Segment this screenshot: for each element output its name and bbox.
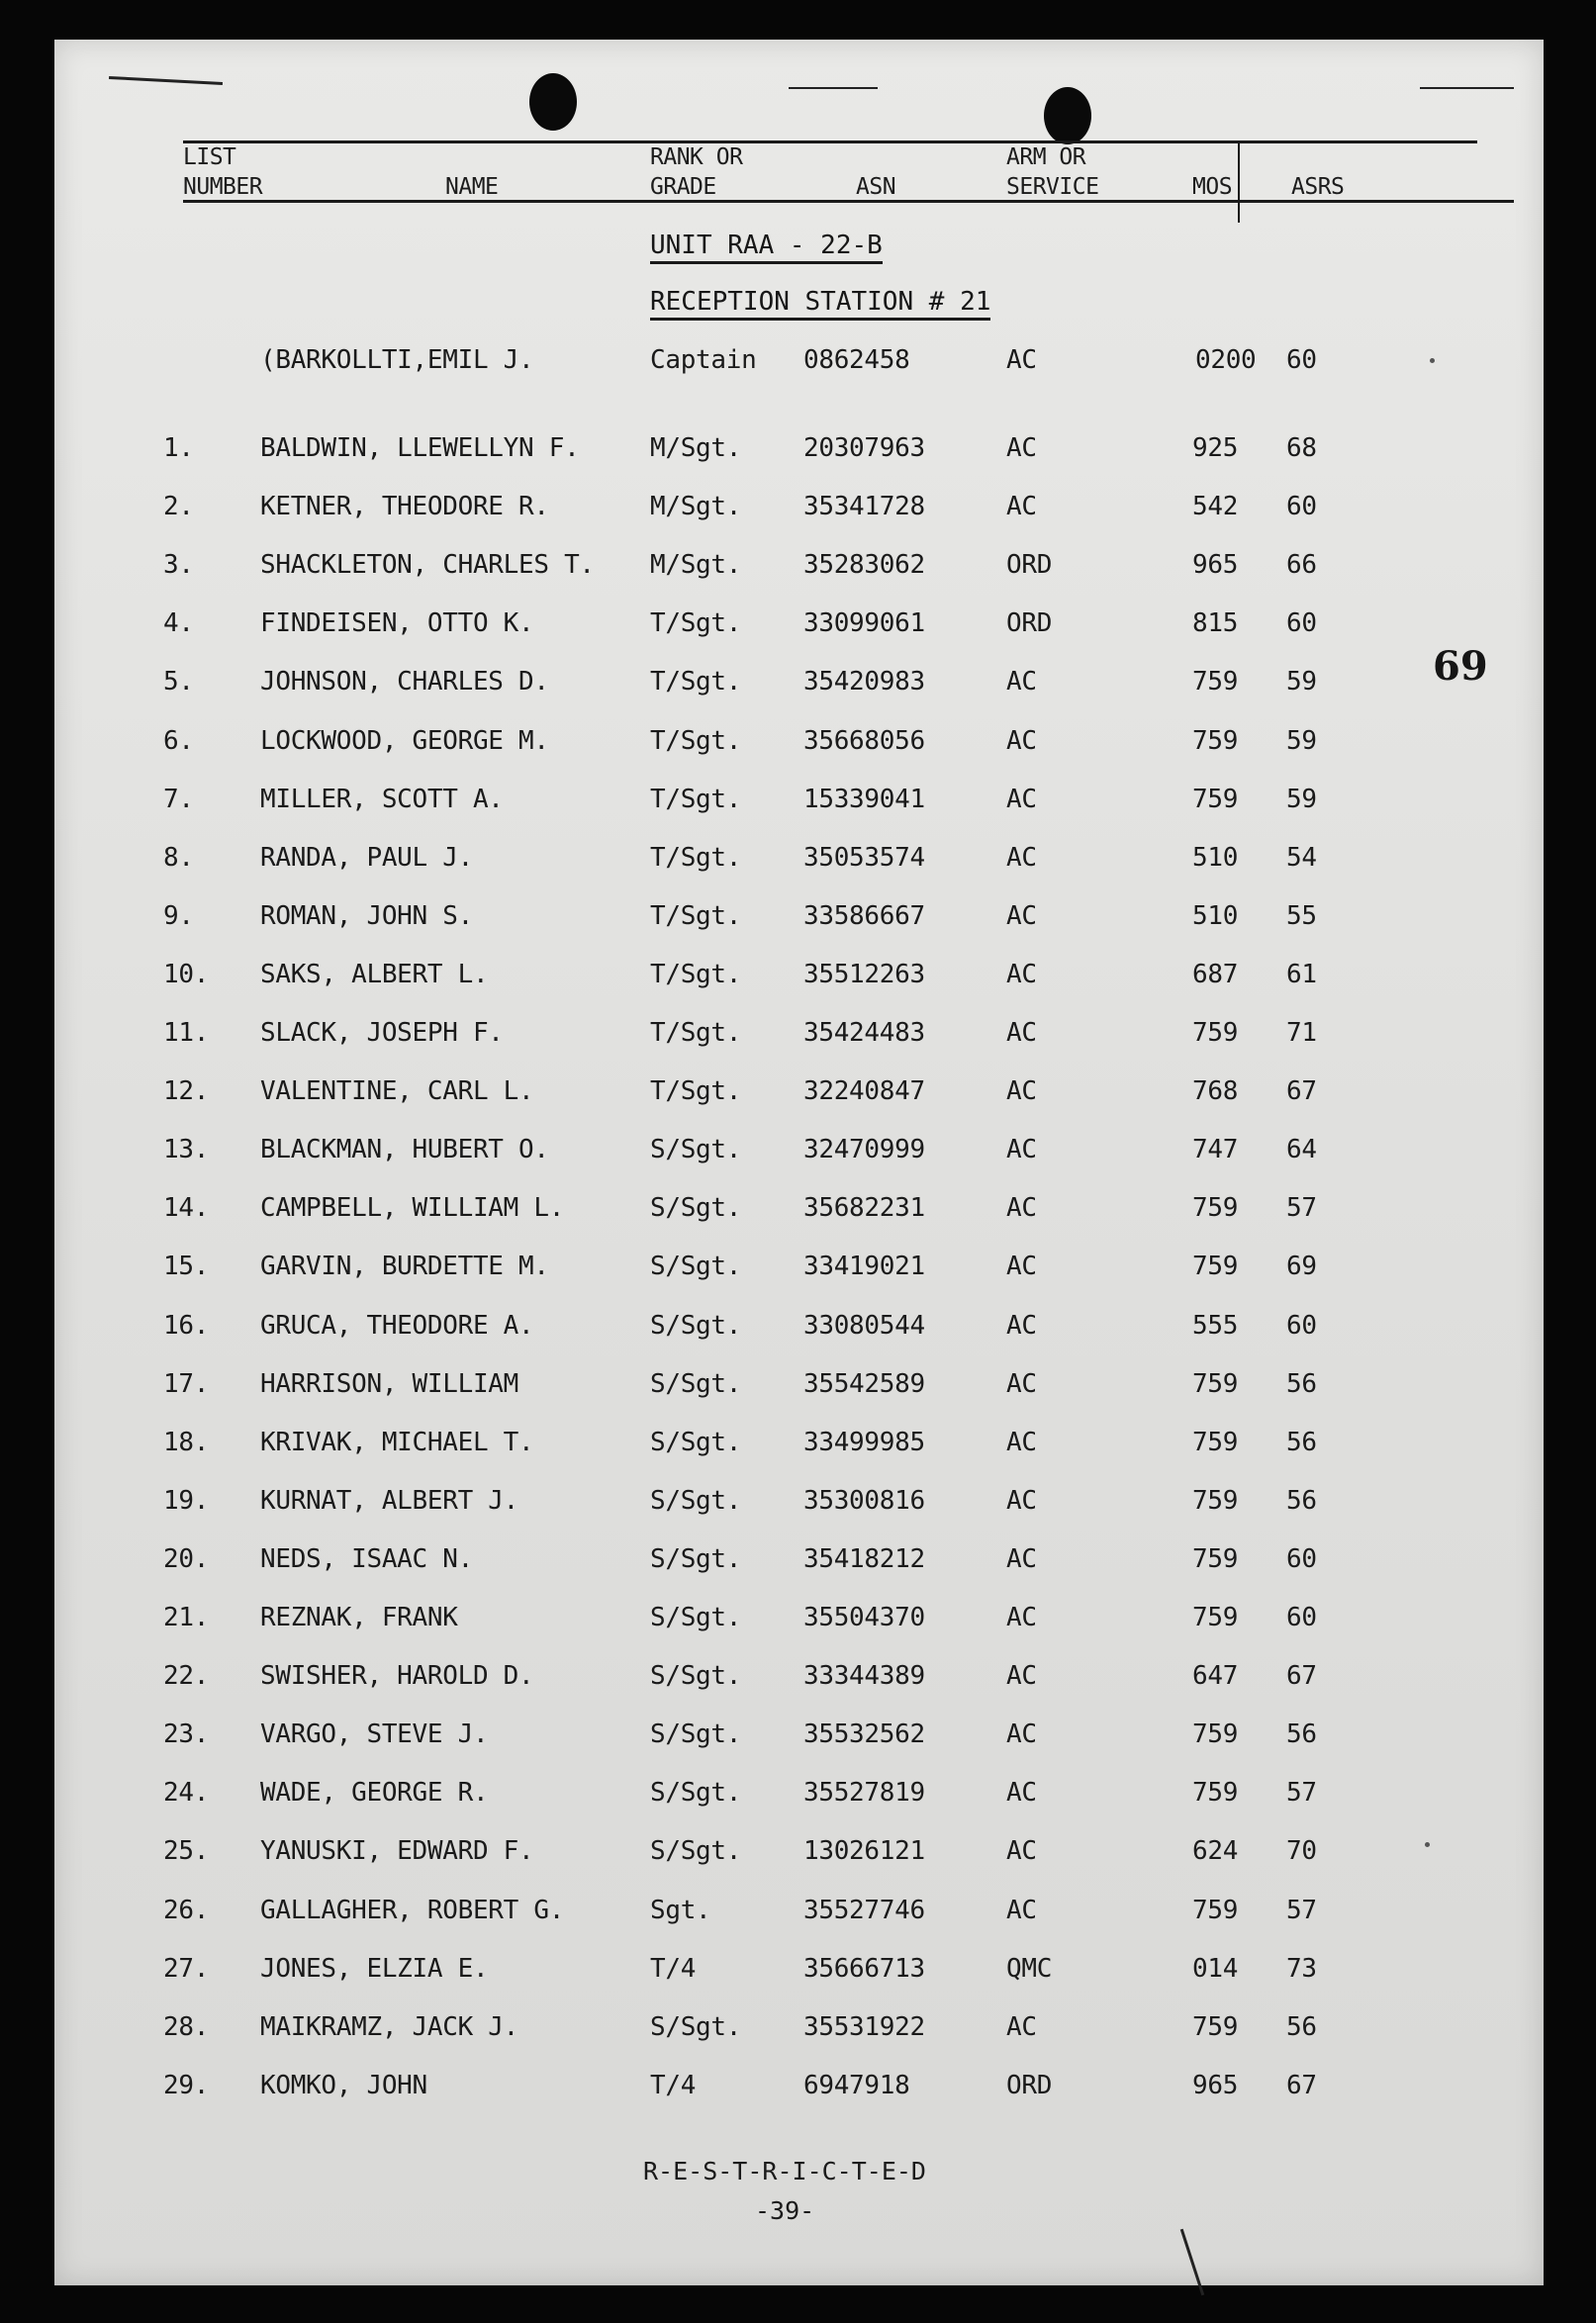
row-rank: S/Sgt. [650,1719,742,1750]
row-asrs: 71 [1286,1018,1317,1048]
row-asrs: 60 [1286,1310,1317,1341]
header-list-number: LIST NUMBER [183,144,263,200]
row-arm: AC [1006,433,1037,463]
officer-row [54,342,1544,382]
row-name: VALENTINE, CARL L. [260,1076,534,1107]
row-number: 21. [163,1603,210,1632]
row-name: SLACK, JOSEPH F. [260,1018,504,1048]
table-row [54,957,1544,996]
page-number: -39- [755,2196,815,2225]
row-asrs: 57 [1286,1895,1317,1925]
row-asrs: 56 [1286,1485,1317,1516]
row-arm: AC [1006,1135,1037,1165]
officer-name: (BARKOLLTI,EMIL J. [260,345,534,375]
row-asrs: 57 [1286,1778,1317,1809]
row-name: WADE, GEORGE R. [260,1778,489,1809]
table-row [54,1833,1544,1873]
row-number: 12. [163,1076,210,1107]
document-page [54,40,1544,2285]
row-rank: S/Sgt. [650,1836,742,1867]
header-rank: RANK OR GRADE [650,144,743,200]
row-arm: AC [1006,1076,1037,1107]
table-row [54,723,1544,763]
row-number: 18. [163,1427,210,1457]
header-arm: ARM OR SERVICE [1006,144,1099,200]
row-mos: 759 [1192,2011,1239,2042]
row-name: GRUCA, THEODORE A. [260,1310,534,1341]
row-mos: 925 [1192,433,1239,463]
row-number: 6. [163,725,194,756]
station-title: RECEPTION STATION # 21 [650,287,990,321]
row-rank: M/Sgt. [650,550,742,581]
row-name: YANUSKI, EDWARD F. [260,1836,534,1867]
row-arm: AC [1006,492,1037,522]
row-mos: 747 [1192,1135,1239,1165]
row-mos: 759 [1192,1368,1239,1399]
table-row [54,1073,1544,1113]
row-arm: QMC [1006,1953,1053,1984]
row-asrs: 56 [1286,1368,1317,1399]
row-number: 28. [163,2011,210,2042]
row-rank: T/Sgt. [650,842,742,873]
edge-mark [789,87,878,89]
table-row [54,1190,1544,1230]
stray-mark [1425,1842,1430,1847]
row-mos: 624 [1192,1836,1239,1867]
pencil-stroke [1180,2229,1204,2296]
row-number: 8. [163,842,194,873]
row-number: 9. [163,900,194,931]
row-mos: 510 [1192,900,1239,931]
row-mos: 768 [1192,1076,1239,1107]
row-mos: 759 [1192,1778,1239,1809]
row-asn: 33586667 [803,900,925,931]
row-asrs: 60 [1286,608,1317,639]
row-asn: 35532562 [803,1719,925,1750]
row-rank: S/Sgt. [650,2011,742,2042]
row-mos: 759 [1192,1603,1239,1632]
row-asn: 33499985 [803,1427,925,1457]
row-mos: 759 [1192,1543,1239,1574]
table-row [54,1483,1544,1523]
table-row [54,2009,1544,2049]
row-mos: 647 [1192,1661,1239,1692]
row-rank: S/Sgt. [650,1661,742,1692]
punch-hole [529,73,577,131]
table-row [54,1658,1544,1698]
row-rank: S/Sgt. [650,1135,742,1165]
row-mos: 965 [1192,2070,1239,2100]
row-asn: 35512263 [803,959,925,989]
row-asn: 35527746 [803,1895,925,1925]
row-mos: 759 [1192,1427,1239,1457]
row-mos: 542 [1192,492,1239,522]
row-asrs: 56 [1286,2011,1317,2042]
row-arm: AC [1006,1836,1037,1867]
row-asn: 33344389 [803,1661,925,1692]
row-name: JOHNSON, CHARLES D. [260,667,549,697]
stray-mark [1430,358,1435,363]
table-row [54,547,1544,587]
row-mos: 759 [1192,1193,1239,1224]
row-asrs: 70 [1286,1836,1317,1867]
row-name: KURNAT, ALBERT J. [260,1485,519,1516]
row-mos: 759 [1192,784,1239,814]
row-arm: ORD [1006,608,1053,639]
table-row [54,898,1544,938]
row-rank: T/Sgt. [650,959,742,989]
row-asrs: 69 [1286,1252,1317,1282]
row-rank: S/Sgt. [650,1252,742,1282]
row-mos: 759 [1192,1895,1239,1925]
row-asn: 35053574 [803,842,925,873]
row-number: 7. [163,784,194,814]
row-arm: ORD [1006,550,1053,581]
row-name: GARVIN, BURDETTE M. [260,1252,549,1282]
row-number: 11. [163,1018,210,1048]
row-name: SAKS, ALBERT L. [260,959,489,989]
row-mos: 815 [1192,608,1239,639]
officer-asn: 0862458 [803,345,910,375]
table-row [54,1015,1544,1055]
edge-mark [1420,87,1514,89]
row-name: JONES, ELZIA E. [260,1953,489,1984]
row-asn: 35531922 [803,2011,925,2042]
row-arm: AC [1006,1310,1037,1341]
officer-rank: Captain [650,345,757,375]
row-number: 23. [163,1719,210,1750]
row-asrs: 55 [1286,900,1317,931]
row-arm: ORD [1006,2070,1053,2100]
row-arm: AC [1006,1778,1037,1809]
row-asn: 32470999 [803,1135,925,1165]
header-asrs: ASRS [1291,174,1345,200]
row-rank: T/Sgt. [650,784,742,814]
row-name: BLACKMAN, HUBERT O. [260,1135,549,1165]
row-asn: 33419021 [803,1252,925,1282]
row-arm: AC [1006,1252,1037,1282]
row-arm: AC [1006,1895,1037,1925]
row-name: MAIKRAMZ, JACK J. [260,2011,519,2042]
row-asrs: 73 [1286,1953,1317,1984]
row-asrs: 60 [1286,492,1317,522]
row-number: 4. [163,608,194,639]
row-asn: 35424483 [803,1018,925,1048]
row-arm: AC [1006,2011,1037,2042]
row-arm: AC [1006,1193,1037,1224]
row-asrs: 67 [1286,2070,1317,2100]
row-asn: 32240847 [803,1076,925,1107]
row-mos: 014 [1192,1953,1239,1984]
row-asrs: 68 [1286,433,1317,463]
table-row [54,1132,1544,1171]
row-asrs: 67 [1286,1661,1317,1692]
row-asrs: 59 [1286,784,1317,814]
row-arm: AC [1006,1368,1037,1399]
row-number: 14. [163,1193,210,1224]
table-row [54,605,1544,645]
row-rank: T/4 [650,2070,697,2100]
row-asrs: 64 [1286,1135,1317,1165]
row-name: KOMKO, JOHN [260,2070,427,2100]
row-asn: 35504370 [803,1603,925,1632]
row-mos: 510 [1192,842,1239,873]
row-arm: AC [1006,1543,1037,1574]
row-rank: T/Sgt. [650,1076,742,1107]
row-number: 22. [163,1661,210,1692]
row-asn: 35542589 [803,1368,925,1399]
row-arm: AC [1006,1018,1037,1048]
row-name: CAMPBELL, WILLIAM L. [260,1193,565,1224]
row-mos: 555 [1192,1310,1239,1341]
row-arm: AC [1006,667,1037,697]
row-name: ROMAN, JOHN S. [260,900,473,931]
header-name: NAME [445,174,499,200]
header-divider [1238,143,1240,223]
header-rule-top [183,140,1477,143]
row-name: LOCKWOOD, GEORGE M. [260,725,549,756]
row-number: 24. [163,1778,210,1809]
row-rank: S/Sgt. [650,1427,742,1457]
table-row [54,1951,1544,1991]
row-number: 25. [163,1836,210,1867]
row-rank: S/Sgt. [650,1485,742,1516]
officer-arm: AC [1006,345,1037,375]
table-row [54,430,1544,470]
row-rank: T/4 [650,1953,697,1984]
table-row [54,1366,1544,1406]
row-arm: AC [1006,842,1037,873]
table-row [54,782,1544,821]
row-name: GALLAGHER, ROBERT G. [260,1895,565,1925]
row-asn: 33099061 [803,608,925,639]
row-asn: 35682231 [803,1193,925,1224]
row-asn: 33080544 [803,1310,925,1341]
row-arm: AC [1006,784,1037,814]
row-number: 1. [163,433,194,463]
row-asrs: 57 [1286,1193,1317,1224]
row-asrs: 66 [1286,550,1317,581]
row-name: HARRISON, WILLIAM [260,1368,519,1399]
row-mos: 759 [1192,667,1239,697]
row-arm: AC [1006,1603,1037,1632]
table-row [54,1425,1544,1464]
row-rank: S/Sgt. [650,1778,742,1809]
table-row [54,664,1544,703]
row-mos: 965 [1192,550,1239,581]
row-number: 16. [163,1310,210,1341]
row-name: NEDS, ISAAC N. [260,1543,473,1574]
row-arm: AC [1006,725,1037,756]
row-name: KETNER, THEODORE R. [260,492,549,522]
row-asrs: 56 [1286,1719,1317,1750]
row-number: 2. [163,492,194,522]
row-asn: 35300816 [803,1485,925,1516]
row-name: VARGO, STEVE J. [260,1719,489,1750]
table-row [54,1308,1544,1347]
classification-footer: R-E-S-T-R-I-C-T-E-D [643,2157,926,2185]
row-number: 29. [163,2070,210,2100]
row-name: REZNAK, FRANK [260,1603,458,1632]
edge-mark [109,76,223,85]
row-number: 27. [163,1953,210,1984]
table-row [54,1249,1544,1288]
row-asrs: 60 [1286,1543,1317,1574]
row-asn: 13026121 [803,1836,925,1867]
row-rank: T/Sgt. [650,1018,742,1048]
row-rank: S/Sgt. [650,1368,742,1399]
row-mos: 759 [1192,1252,1239,1282]
row-number: 15. [163,1252,210,1282]
row-asn: 20307963 [803,433,925,463]
row-arm: AC [1006,1661,1037,1692]
row-rank: S/Sgt. [650,1193,742,1224]
row-rank: T/Sgt. [650,725,742,756]
row-rank: M/Sgt. [650,492,742,522]
row-asn: 35527819 [803,1778,925,1809]
table-row [54,1600,1544,1639]
header-mos: MOS [1192,174,1233,200]
row-asn: 35420983 [803,667,925,697]
row-rank: T/Sgt. [650,900,742,931]
row-rank: T/Sgt. [650,667,742,697]
row-name: BALDWIN, LLEWELLYN F. [260,433,580,463]
row-rank: T/Sgt. [650,608,742,639]
row-asrs: 56 [1286,1427,1317,1457]
row-mos: 759 [1192,1018,1239,1048]
row-number: 13. [163,1135,210,1165]
row-name: FINDEISEN, OTTO K. [260,608,534,639]
row-number: 10. [163,959,210,989]
row-asn: 35666713 [803,1953,925,1984]
header-asn: ASN [856,174,896,200]
row-rank: M/Sgt. [650,433,742,463]
row-rank: S/Sgt. [650,1310,742,1341]
table-row [54,489,1544,528]
table-row [54,1893,1544,1932]
row-asrs: 67 [1286,1076,1317,1107]
punch-hole [1044,87,1091,144]
row-number: 3. [163,550,194,581]
row-asrs: 59 [1286,725,1317,756]
row-arm: AC [1006,959,1037,989]
row-asrs: 61 [1286,959,1317,989]
row-number: 26. [163,1895,210,1925]
row-name: MILLER, SCOTT A. [260,784,504,814]
row-rank: Sgt. [650,1895,711,1925]
row-name: RANDA, PAUL J. [260,842,473,873]
row-number: 20. [163,1543,210,1574]
row-asrs: 60 [1286,1603,1317,1632]
row-name: SHACKLETON, CHARLES T. [260,550,595,581]
row-number: 19. [163,1485,210,1516]
row-name: SWISHER, HAROLD D. [260,1661,534,1692]
officer-mos: 0200 [1195,345,1257,375]
side-page-number: 69 [1433,643,1488,690]
row-asrs: 59 [1286,667,1317,697]
row-number: 5. [163,667,194,697]
table-row [54,1541,1544,1581]
row-arm: AC [1006,1427,1037,1457]
row-asrs: 54 [1286,842,1317,873]
row-asn: 35341728 [803,492,925,522]
row-mos: 759 [1192,1719,1239,1750]
row-asn: 35283062 [803,550,925,581]
row-mos: 759 [1192,725,1239,756]
row-asn: 6947918 [803,2070,910,2100]
row-asn: 35668056 [803,725,925,756]
row-rank: S/Sgt. [650,1603,742,1632]
table-row [54,1775,1544,1814]
officer-asrs: 60 [1286,345,1317,375]
row-number: 17. [163,1368,210,1399]
table-row [54,1717,1544,1756]
row-arm: AC [1006,1719,1037,1750]
table-row [54,840,1544,880]
row-arm: AC [1006,900,1037,931]
row-asn: 15339041 [803,784,925,814]
unit-title: UNIT RAA - 22-B [650,231,883,264]
row-name: KRIVAK, MICHAEL T. [260,1427,534,1457]
row-rank: S/Sgt. [650,1543,742,1574]
row-mos: 759 [1192,1485,1239,1516]
table-row [54,2068,1544,2107]
row-arm: AC [1006,1485,1037,1516]
row-mos: 687 [1192,959,1239,989]
row-asn: 35418212 [803,1543,925,1574]
